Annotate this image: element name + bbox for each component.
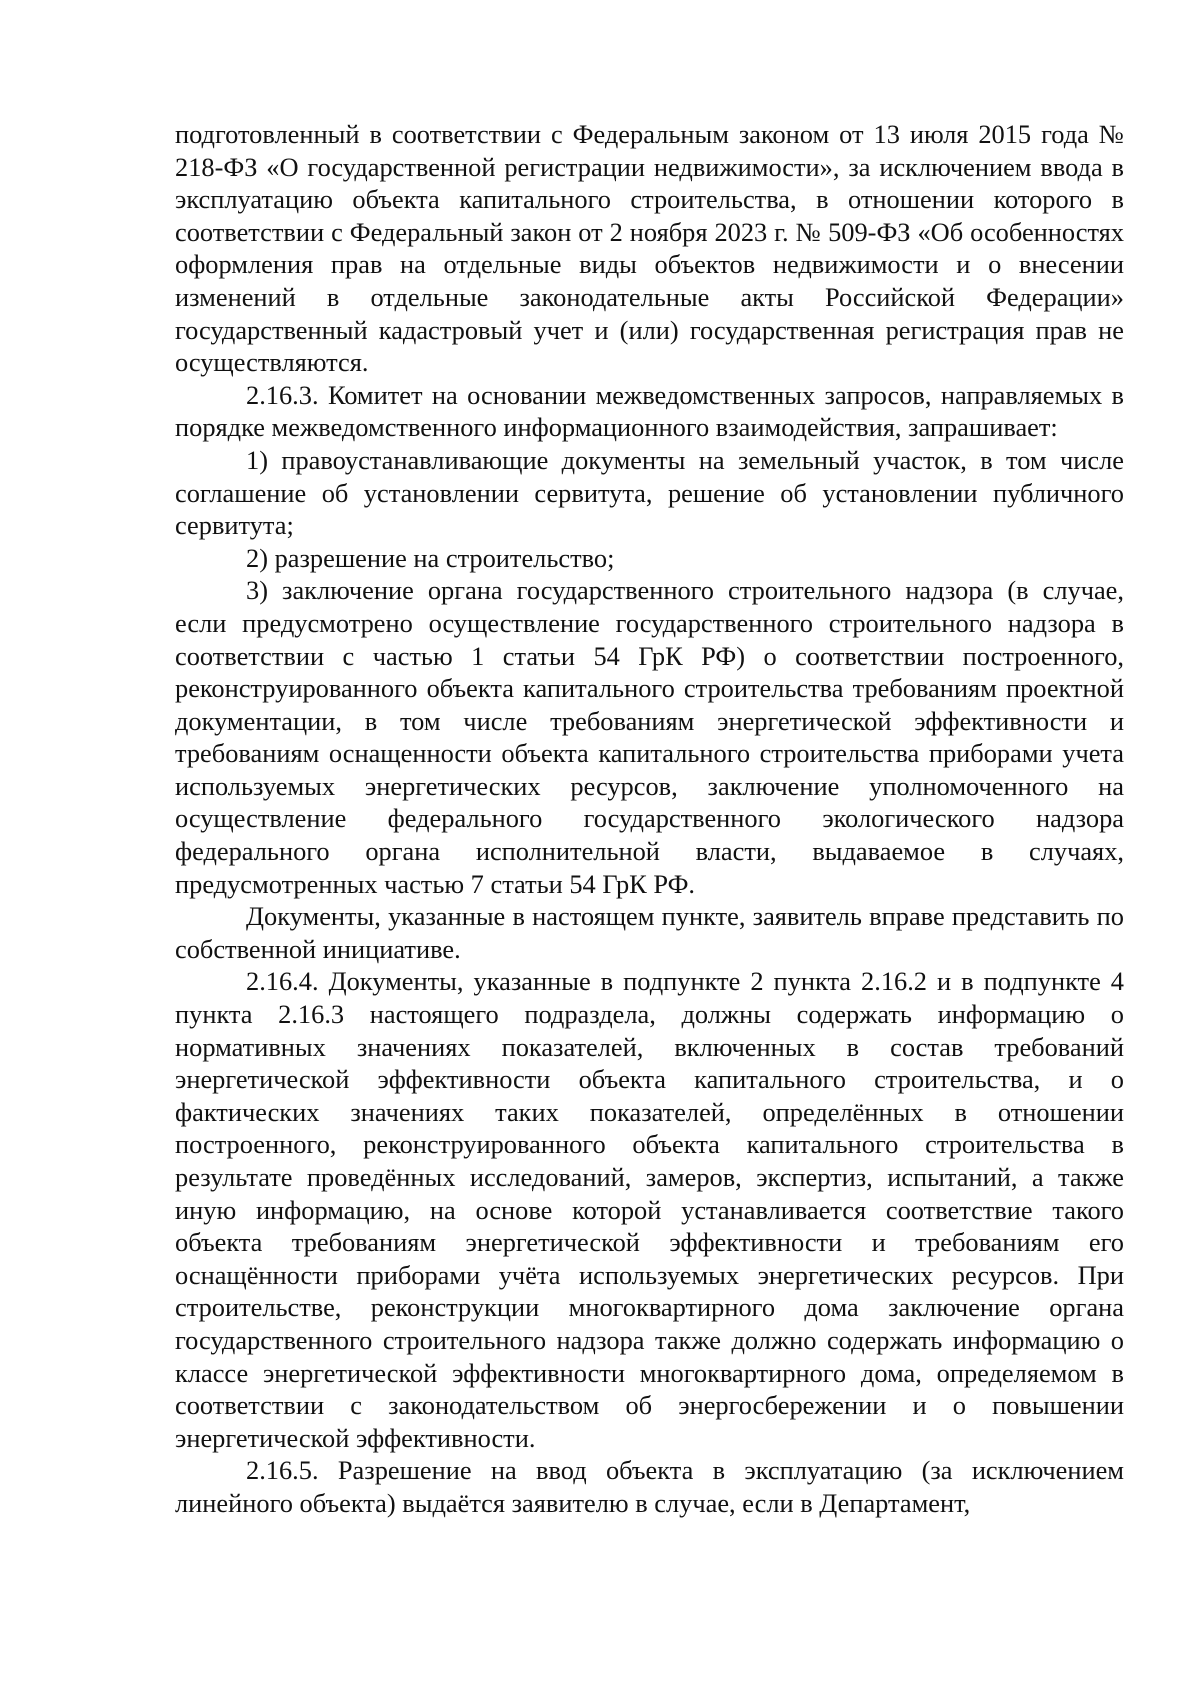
paragraph-2-16-5: 2.16.5. Разрешение на ввод объекта в эксплуатацию (за исключением линейного объекта) выдаётся заявителю в случае, если в Департамент, [175, 1455, 1124, 1518]
paragraph-continuation: подготовленный в соответствии с Федеральным законом от 13 июля 2015 года № 218-ФЗ «О государственной регистрации недвижимости», за исключением ввода в эксплуатацию объекта капитального строительства, в отношении которого в соответствии с Федеральный закон от 2 ноября 2023 г. № 509-ФЗ «Об особенностях оформления прав на отдельные виды объектов недвижимости и о внесении изменений в отдельные законодательные акты Российской Федерации» государственный кадастровый учет и (или) государственная регистрация прав не осуществляются. [175, 119, 1124, 378]
paragraph-documents-initiative: Документы, указанные в настоящем пункте, заявитель вправе представить по собственной инициативе. [175, 901, 1124, 964]
list-item-1: 1) правоустанавливающие документы на земельный участок, в том числе соглашение об установлении сервитута, решение об установлении публичного сервитута; [175, 444, 1124, 541]
list-item-2: 2) разрешение на строительство; [246, 542, 615, 573]
document-page [175, 118, 1124, 1520]
list-item-3: 3) заключение органа государственного строительного надзора (в случае, если предусмотрено осуществление государственного строительного надзора в соответствии с частью 1 статьи 54 ГрК РФ) о соответствии построенного, реконструированного объекта капитального строительства требованиям проектной документации, в том числе требованиям энергетической эффективности и требованиям оснащенности объекта капитального строительства приборами учета используемых энергетических ресурсов, заключение уполномоченного на осуществление федерального государственного экологического надзора федерального органа исполнительной власти, выдаваемое в случаях, предусмотренных частью 7 статьи 54 ГрК РФ. [175, 575, 1124, 899]
paragraph-2-16-3: 2.16.3. Комитет на основании межведомственных запросов, направляемых в порядке межведомственного информационного взаимодействия, запрашивает: [175, 379, 1124, 443]
paragraph-2-16-4: 2.16.4. Документы, указанные в подпункте 2 пункта 2.16.2 и в подпункте 4 пункта 2.16.3 настоящего подраздела, должны содержать информацию о нормативных значениях показателей, включенных в состав требований энергетической эффективности объекта капитального строительства, и о фактических значениях таких показателей, определённых в отношении построенного, реконструированного объекта капитального строительства в результате проведённых исследований, замеров, экспертиз, испытаний, а также иную информацию, на основе которой устанавливается соответствие такого объекта требованиям энергетической эффективности и требованиям его оснащённости приборами учёта используемых энергетических ресурсов. При строительстве, реконструкции многоквартирного дома заключение органа государственного строительного надзора также должно содержать информацию о классе энергетической эффективности многоквартирного дома, определяемом в соответствии с законодательством об энергосбережении и о повышении энергетической эффективности. [175, 966, 1124, 1453]
